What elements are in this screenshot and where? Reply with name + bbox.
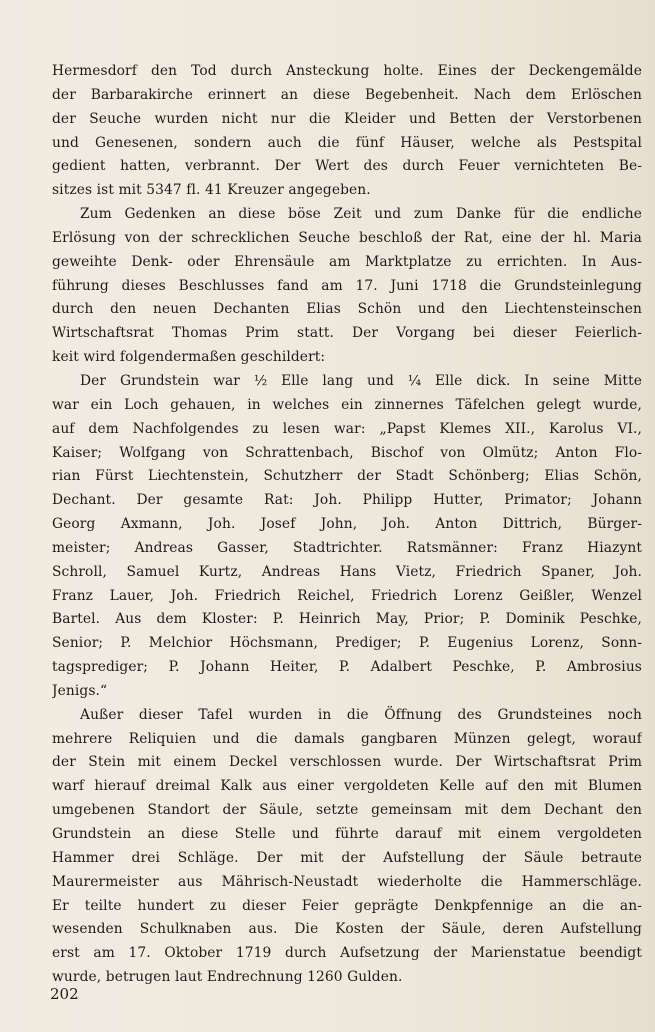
- text-line: Jenigs.“: [52, 682, 108, 699]
- text-line: führung dieses Beschlusses fand am 17. Juni 1718 die Grundsteinlegung: [52, 277, 642, 294]
- text-line: Hermesdorf den Tod durch Ansteckung holte. Eines der Deckengemälde: [52, 63, 642, 79]
- text-line: Wirtschaftsrat Thomas Prim statt. Der Vorgang bei dieser Feierlich-: [52, 325, 642, 342]
- text-line: Kaiser; Wolfgang von Schrattenbach, Bischof von Olmütz; Anton Flo-: [52, 444, 642, 461]
- text-line: wurde, betrugen laut Endrechnung 1260 Gulden.: [52, 969, 403, 986]
- text-line: Erlösung von der schrecklichen Seuche beschloß der Rat, eine der hl. Maria: [52, 229, 642, 246]
- text-line: Er teilte hundert zu dieser Feier geprägte Denkpfennige an die an-: [52, 897, 642, 914]
- text-line: und Genesenen, sondern auch die fünf Häuser, welche als Pestspital: [52, 134, 642, 151]
- text-line: keit wird folgendermaßen geschildert:: [52, 349, 326, 366]
- text-line: auf dem Nachfolgendes zu lesen war: „Papst Klemes XII., Karolus VI.,: [52, 420, 642, 437]
- text-line: Schroll, Samuel Kurtz, Andreas Hans Vietz, Friedrich Spaner, Joh.: [52, 563, 642, 580]
- text-line: Franz Lauer, Joh. Friedrich Reichel, Friedrich Lorenz Geißler, Wenzel: [52, 587, 642, 604]
- text-line: warf hierauf dreimal Kalk aus einer vergoldeten Kelle auf den mit Blumen: [52, 778, 642, 795]
- text-line: war ein Loch gehauen, in welches ein zinnernes Täfelchen gelegt wurde,: [52, 396, 642, 413]
- body-text: [52, 60, 642, 990]
- text-line: Der Grundstein war ½ Elle lang und ¼ Elle dick. In seine Mitte: [80, 372, 642, 389]
- text-line: Hammer drei Schläge. Der mit der Aufstellung der Säule betraute: [52, 849, 642, 866]
- text-line: Grundstein an diese Stelle und führte darauf mit einem vergoldeten: [52, 826, 642, 842]
- page-number: 202: [50, 985, 79, 1003]
- text-line: umgebenen Standort der Säule, setzte gemeinsam mit dem Dechant den: [52, 802, 642, 819]
- text-line: rian Fürst Liechtenstein, Schutzherr der Stadt Schönberg; Elias Schön,: [52, 468, 642, 485]
- text-line: wesenden Schulknaben aus. Die Kosten der Säule, deren Aufstellung: [52, 921, 642, 938]
- text-line: Senior; P. Melchior Höchsmann, Prediger; P. Eugenius Lorenz, Sonn-: [52, 635, 642, 652]
- text-line: durch den neuen Dechanten Elias Schön und den Liechtensteinschen: [52, 301, 642, 318]
- text-line: gedient hatten, verbrannt. Der Wert des durch Feuer vernichteten Be-: [52, 158, 642, 175]
- text-line: der Stein mit einem Deckel verschlossen wurde. Der Wirtschaftsrat Prim: [52, 754, 642, 771]
- text-line: Dechant. Der gesamte Rat: Joh. Philipp Hutter, Primator; Johann: [52, 492, 642, 509]
- text-line: erst am 17. Oktober 1719 durch Aufsetzung der Marienstatue beendigt: [52, 945, 642, 962]
- text-line: Zum Gedenken an diese böse Zeit und zum Danke für die endliche: [80, 206, 642, 223]
- text-line: Georg Axmann, Joh. Josef John, Joh. Anton Dittrich, Bürger-: [52, 516, 642, 533]
- text-line: mehrere Reliquien und die damals gangbaren Münzen gelegt, worauf: [52, 730, 642, 747]
- text-line: Außer dieser Tafel wurden in die Öffnung des Grundsteines noch: [80, 706, 642, 723]
- text-line: Maurermeister aus Mährisch-Neustadt wiederholte die Hammerschläge.: [52, 873, 642, 890]
- text-line: tagsprediger; P. Johann Heiter, P. Adalbert Peschke, P. Ambrosius: [52, 659, 642, 676]
- text-line: sitzes ist mit 5347 fl. 41 Kreuzer angegeben.: [52, 182, 371, 199]
- text-line: Bartel. Aus dem Kloster: P. Heinrich May, Prior; P. Dominik Peschke,: [52, 611, 642, 628]
- text-line: geweihte Denk- oder Ehrensäule am Marktplatze zu errichten. In Aus-: [52, 253, 642, 270]
- text-line: der Barbarakirche erinnert an diese Begebenheit. Nach dem Erlöschen: [52, 86, 642, 103]
- text-line: der Seuche wurden nicht nur die Kleider und Betten der Verstorbenen: [52, 110, 642, 127]
- text-line: meister; Andreas Gasser, Stadtrichter. Ratsmänner: Franz Hiazynt: [52, 539, 642, 556]
